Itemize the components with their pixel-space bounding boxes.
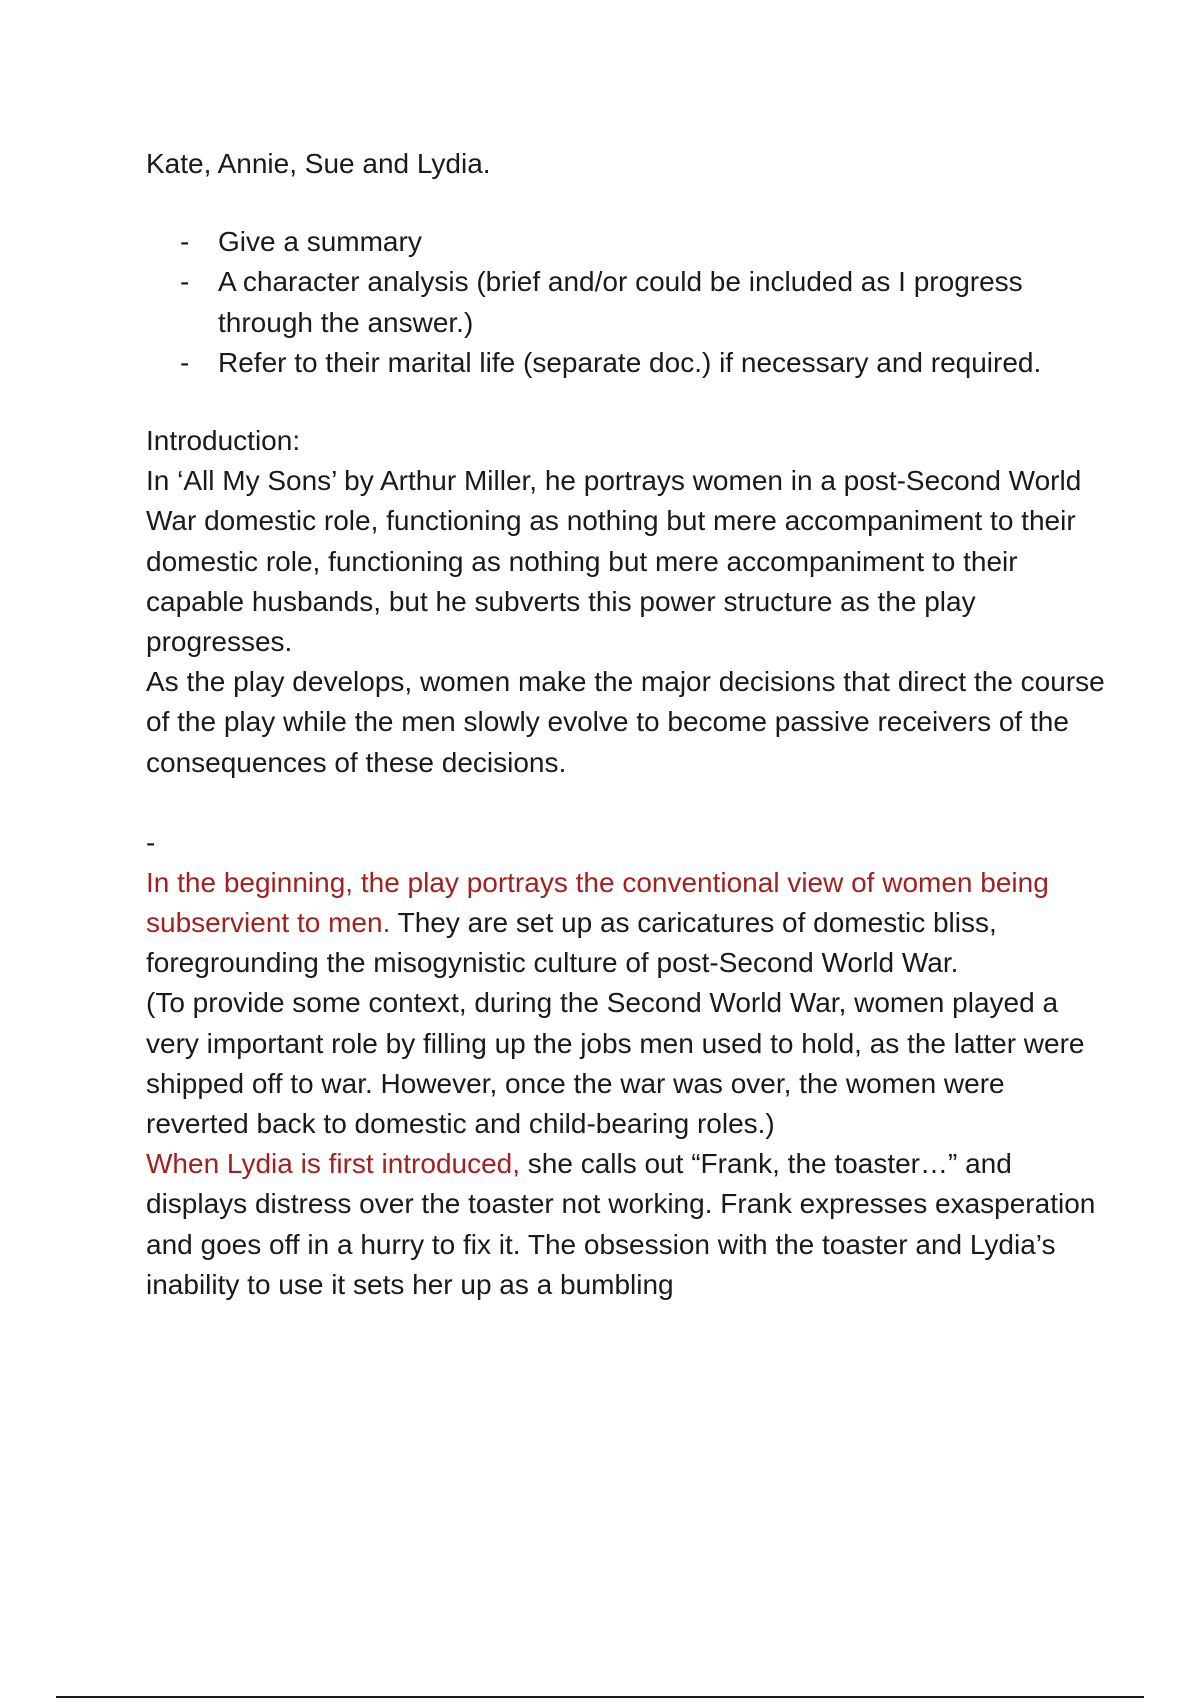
task-list xyxy=(146,222,1106,383)
list-item-text: A character analysis (brief and/or could be included as I progress through the answer.) xyxy=(218,266,1023,338)
body-paragraph-3-rest: she calls out “Frank, the toaster…” and displays distress over the toaster not working. Frank expresses exasperation and goes off in a hurry to fix it. The obsession with the toaster and Lydia’s inability to use it sets her up as a bumbling xyxy=(146,1148,1096,1300)
title-line: Kate, Annie, Sue and Lydia. xyxy=(146,148,491,179)
dash-bullet-icon: - xyxy=(180,226,190,258)
intro-paragraph-1: In ‘All My Sons’ by Arthur Miller, he portrays women in a post-Second World War domestic role, functioning as nothing but mere accompaniment to their domestic role, functioning as nothing but mere accompaniment to their capable husbands, but he subverts this power structure as the play progresses. xyxy=(146,465,1082,658)
intro-paragraph-2: As the play develops, women make the major decisions that direct the course of the play while the men slowly evolve to become passive receivers of the consequences of these decisions. xyxy=(146,666,1105,778)
intro-label: Introduction: xyxy=(146,425,301,457)
body-paragraph-1-rest: They are set up as caricatures of domestic bliss, foregrounding the misogynistic culture of post-Second World War. xyxy=(146,907,997,979)
dash-bullet-icon: - xyxy=(180,266,190,298)
list-item xyxy=(146,262,1106,342)
section-dash: - xyxy=(146,826,156,858)
body-paragraph-2: (To provide some context, during the Second World War, women played a very important role by filling up the jobs men used to hold, as the latter were shipped off to war. However, once the war was over, the women were reverted back to domestic and child-bearing roles.) xyxy=(146,987,1085,1140)
dash-bullet-icon: - xyxy=(180,346,190,378)
highlighted-topic-sentence: In the beginning, the play portrays the conventional view of women being subservient to men. xyxy=(146,866,1049,939)
page-bottom-rule xyxy=(56,1696,1144,1698)
body-paragraph-1 xyxy=(146,863,1106,984)
list-item-text: Give a summary xyxy=(218,226,422,258)
highlighted-phrase: When Lydia is first introduced, xyxy=(146,1148,521,1180)
list-item xyxy=(146,222,1106,262)
list-item xyxy=(146,343,1106,383)
list-item-text: Refer to their marital life (separate doc.) if necessary and required. xyxy=(218,346,1042,378)
body-paragraph-3 xyxy=(146,1144,1106,1305)
document-page xyxy=(146,144,1106,1305)
